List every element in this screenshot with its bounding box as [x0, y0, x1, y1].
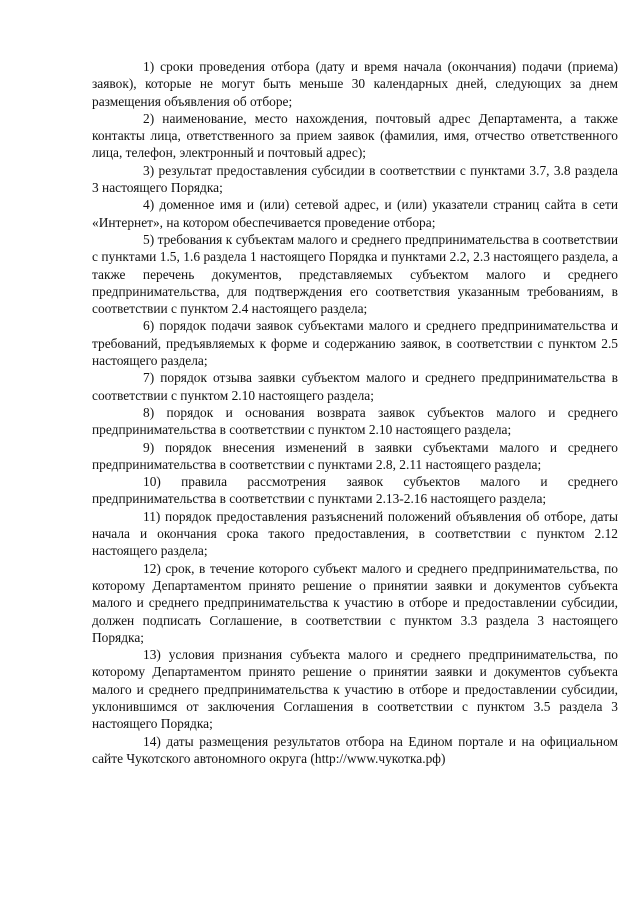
paragraph-10: 10) правила рассмотрения заявок субъектов малого и среднего предпринимательства в соответствии с пунктами 2.13-2.16 настоящего раздела; [92, 474, 618, 507]
paragraph-9: 9) порядок внесения изменений в заявки субъектами малого и среднего предпринимательства в соответствии с пунктами 2.8, 2.11 настоящего раздела; [92, 439, 618, 472]
paragraph-12: 12) срок, в течение которого субъект малого и среднего предпринимательства, по которому Департаментом принято решение о принятии заявки и документов субъекта малого и среднего предпринимательства к участию в отборе и предоставлении субсидии, должен подписать Соглашение, в соответствии с пунктом 3.3 раздела 3 настоящего Порядка; [92, 560, 618, 645]
paragraph-1: 1) сроки проведения отбора (дату и время начала (окончания) подачи (приема) заявок), которые не могут быть меньше 30 календарных дней, следующих за днем размещения объявления об отборе; [92, 59, 618, 109]
paragraph-3: 3) результат предоставления субсидии в соответствии с пунктами 3.7, 3.8 раздела 3 настоящего Порядка; [92, 162, 618, 196]
paragraph-11: 11) порядок предоставления разъяснений положений объявления об отборе, даты начала и окончания срока такого предоставления, в соответствии с пунктом 2.12 настоящего раздела; [92, 508, 618, 559]
paragraph-2: 2) наименование, место нахождения, почтовый адрес Департамента, а также контакты лица, ответственного за прием заявок (фамилия, имя, отчество ответственного лица, телефон, электронный и почтовый адрес); [92, 110, 618, 161]
paragraph-6: 6) порядок подачи заявок субъектами малого и среднего предпринимательства и требований, предъявляемых к форме и содержанию заявок, в соответствии с пунктом 2.5 настоящего раздела; [92, 318, 618, 369]
paragraph-4: 4) доменное имя и (или) сетевой адрес, и (или) указатели страниц сайта в сети «Интернет», на котором обеспечивается проведение отбора; [92, 197, 618, 230]
paragraph-14: 14) даты размещения результатов отбора на Едином портале и на официальном сайте Чукотского автономного округа (http://www.чукотка.рф) [92, 733, 618, 766]
paragraph-7: 7) порядок отзыва заявки субъектом малого и среднего предпринимательства в соответствии с пунктом 2.10 настоящего раздела; [92, 370, 618, 403]
paragraph-5: 5) требования к субъектам малого и среднего предпринимательства в соответствии с пунктами 1.5, 1.6 раздела 1 настоящего Порядка и пунктами 2.2, 2.3 настоящего раздела, а также перечень документов, представляемых субъектом малого и среднего предпринимательства, для подтверждения его соответствия указанным требованиям, в соответствии с пунктом 2.4 настоящего раздела; [92, 231, 618, 317]
paragraph-8: 8) порядок и основания возврата заявок субъектов малого и среднего предпринимательства в соответствии с пунктом 2.10 настоящего раздела; [92, 404, 618, 438]
paragraph-13: 13) условия признания субъекта малого и среднего предпринимательства, по которому Департаментом принято решение о принятии заявки и документов субъекта малого и среднего предпринимательства к участию в отборе и предоставлении субсидии, уклонившимся от заключения Соглашения в соответствии с пунктом 3.5 раздела 3 настоящего Порядка; [92, 647, 618, 732]
